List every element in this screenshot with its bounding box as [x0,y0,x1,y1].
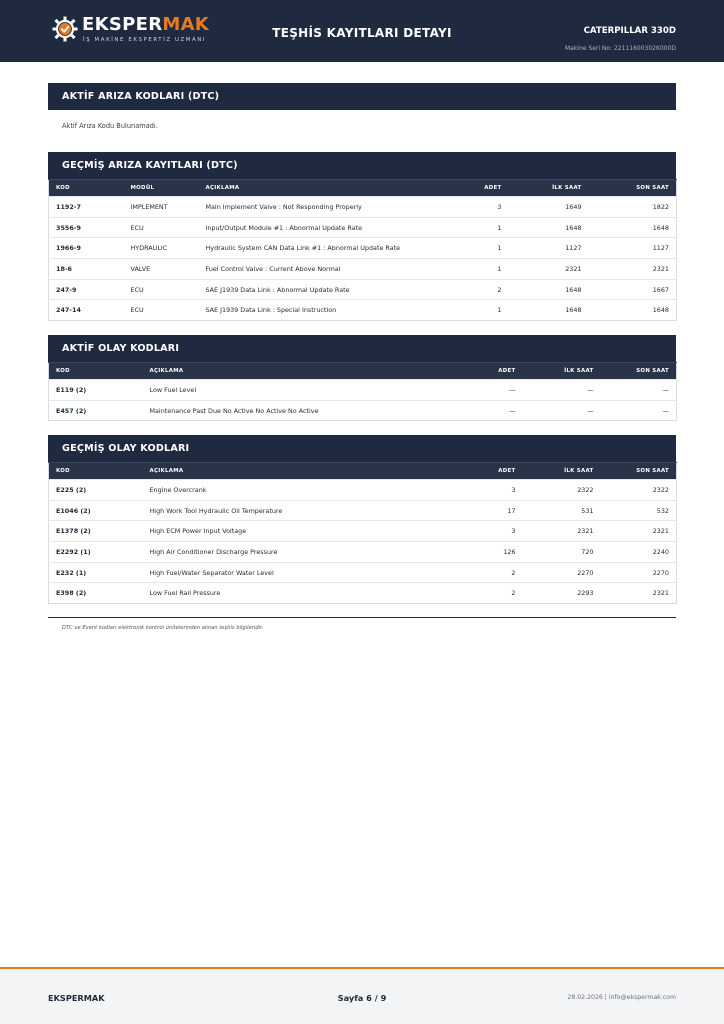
cell-last-hour: 2240 [601,542,677,563]
document-title: TEŞHİS KAYITLARI DETAYI [272,26,452,40]
cell-first-hour: 2270 [523,562,601,583]
cell-count: 2 [443,583,523,604]
cell-first-hour: 1648 [509,279,589,300]
section-title: GEÇMİŞ ARIZA KAYITLARI (DTC) [48,152,676,179]
cell-module: HYDRAULIC [124,238,199,259]
cell-count: 17 [443,500,523,521]
cell-last-hour: 1127 [589,238,677,259]
cell-last-hour: 532 [601,500,677,521]
active-events-section [48,335,676,421]
table-row [49,521,677,542]
cell-code: E398 (2) [49,583,143,604]
cell-count: — [443,400,523,421]
cell-description: Hydraulic System CAN Data Link #1 : Abnormal Update Rate [199,238,409,259]
cell-description: High Work Tool Hydraulic Oil Temperature [143,500,443,521]
col-last-hour: SON SAAT [589,180,677,197]
cell-count: 3 [443,521,523,542]
col-description: AÇIKLAMA [143,363,443,380]
cell-first-hour: 1127 [509,238,589,259]
cell-count: 1 [409,217,509,238]
col-module: MODÜL [124,180,199,197]
cell-count: 2 [409,279,509,300]
cell-code: E225 (2) [49,480,143,501]
cell-first-hour: 1648 [509,217,589,238]
cell-count: — [443,380,523,401]
cell-last-hour: 2321 [601,521,677,542]
section-divider [48,617,676,618]
cell-count: 3 [409,197,509,218]
col-count: ADET [409,180,509,197]
cell-last-hour: 2270 [601,562,677,583]
table-row [49,197,677,218]
col-code: KOD [49,363,143,380]
cell-description: High ECM Power Input Voltage [143,521,443,542]
table-header-row [49,463,677,480]
cell-code: 247-9 [49,279,124,300]
table-row [49,480,677,501]
col-first-hour: İLK SAAT [523,463,601,480]
cell-first-hour: 2321 [509,259,589,280]
cell-count: 1 [409,259,509,280]
table-row [49,500,677,521]
col-count: ADET [443,463,523,480]
past-events-table [48,462,677,604]
cell-description: Input/Output Module #1 : Abnormal Update Rate [199,217,409,238]
cell-first-hour: 2293 [523,583,601,604]
cell-last-hour: 1822 [589,197,677,218]
cell-module: IMPLEMENT [124,197,199,218]
cell-first-hour: 2322 [523,480,601,501]
cell-description: Maintenance Past Due No Active No Active No Active [143,400,443,421]
table-row [49,279,677,300]
cell-last-hour: — [601,400,677,421]
logo-word-part-1: EKSPER [82,14,163,35]
col-first-hour: İLK SAAT [523,363,601,380]
table-row [49,400,677,421]
col-last-hour: SON SAAT [601,363,677,380]
table-row [49,300,677,321]
table-row [49,583,677,604]
section-title: AKTİF ARIZA KODLARI (DTC) [48,83,676,110]
cell-first-hour: 2321 [523,521,601,542]
section-title: AKTİF OLAY KODLARI [48,335,676,362]
cell-code: 18-6 [49,259,124,280]
machine-model: CATERPILLAR 330D [583,26,676,36]
col-count: ADET [443,363,523,380]
page-footer [0,967,724,1024]
cell-last-hour: 1667 [589,279,677,300]
cell-module: ECU [124,279,199,300]
footer-info: 28.02.2026 | info@ekspermak.com [567,994,676,1001]
cell-module: ECU [124,217,199,238]
cell-module: VALVE [124,259,199,280]
cell-last-hour: 1648 [589,217,677,238]
logo-word-part-2: MAK [162,14,210,35]
cell-last-hour: 2321 [601,583,677,604]
active-dtc-section [48,83,676,130]
cell-last-hour: — [601,380,677,401]
cell-count: 3 [443,480,523,501]
cell-code: E119 (2) [49,380,143,401]
table-row [49,259,677,280]
cell-last-hour: 2321 [589,259,677,280]
cell-code: E2292 (1) [49,542,143,563]
cell-description: High Fuel/Water Separator Water Level [143,562,443,583]
cell-module: ECU [124,300,199,321]
machine-serial: Makine Seri No: 22111600302K000D [564,45,676,52]
table-row [49,217,677,238]
cell-code: E232 (1) [49,562,143,583]
cell-count: 2 [443,562,523,583]
cell-first-hour: — [523,400,601,421]
cell-first-hour: — [523,380,601,401]
cell-first-hour: 720 [523,542,601,563]
col-description: AÇIKLAMA [143,463,443,480]
table-row [49,380,677,401]
past-events-section [48,435,676,604]
cell-code: E457 (2) [49,400,143,421]
cell-description: Engine Overcrank [143,480,443,501]
cell-code: 247-14 [49,300,124,321]
cell-first-hour: 1648 [509,300,589,321]
cell-description: High Air Conditioner Discharge Pressure [143,542,443,563]
cell-code: E1046 (2) [49,500,143,521]
table-header-row [49,180,677,197]
cell-count: 1 [409,238,509,259]
cell-first-hour: 531 [523,500,601,521]
table-row [49,562,677,583]
col-code: KOD [49,463,143,480]
page-header [0,0,724,62]
cell-description: Main Implement Valve : Not Responding Properly [199,197,409,218]
col-code: KOD [49,180,124,197]
col-description: AÇIKLAMA [199,180,409,197]
active-events-table [48,362,677,421]
cell-count: 126 [443,542,523,563]
table-row [49,542,677,563]
past-dtc-section [48,152,676,321]
cell-count: 1 [409,300,509,321]
cell-first-hour: 1649 [509,197,589,218]
footer-brand: EKSPERMAK [48,993,105,1003]
cell-description: SAE J1939 Data Link : Special Instruction [199,300,409,321]
col-first-hour: İLK SAAT [509,180,589,197]
footnote: DTC ve Event kodları elektronik kontrol ünitelerinden alınan teşhis bilgileridir. [62,625,264,631]
section-title: GEÇMİŞ OLAY KODLARI [48,435,676,462]
cell-description: Low Fuel Rail Pressure [143,583,443,604]
cell-code: 1192-7 [49,197,124,218]
cell-code: E1378 (2) [49,521,143,542]
cell-description: Fuel Control Valve : Current Above Normal [199,259,409,280]
empty-message: Aktif Arıza Kodu Bulunamadı. [62,122,158,130]
cell-description: SAE J1939 Data Link : Abnormal Update Rate [199,279,409,300]
cell-last-hour: 2322 [601,480,677,501]
page-number: Sayfa 6 / 9 [337,993,387,1003]
cell-code: 3556-9 [49,217,124,238]
cell-last-hour: 1648 [589,300,677,321]
table-row [49,238,677,259]
cell-code: 1966-9 [49,238,124,259]
past-dtc-table [48,179,677,321]
logo-tagline: İŞ MAKİNE EKSPERTİZ UZMANI [83,37,207,43]
table-header-row [49,363,677,380]
cell-description: Low Fuel Level [143,380,443,401]
col-last-hour: SON SAAT [601,463,677,480]
